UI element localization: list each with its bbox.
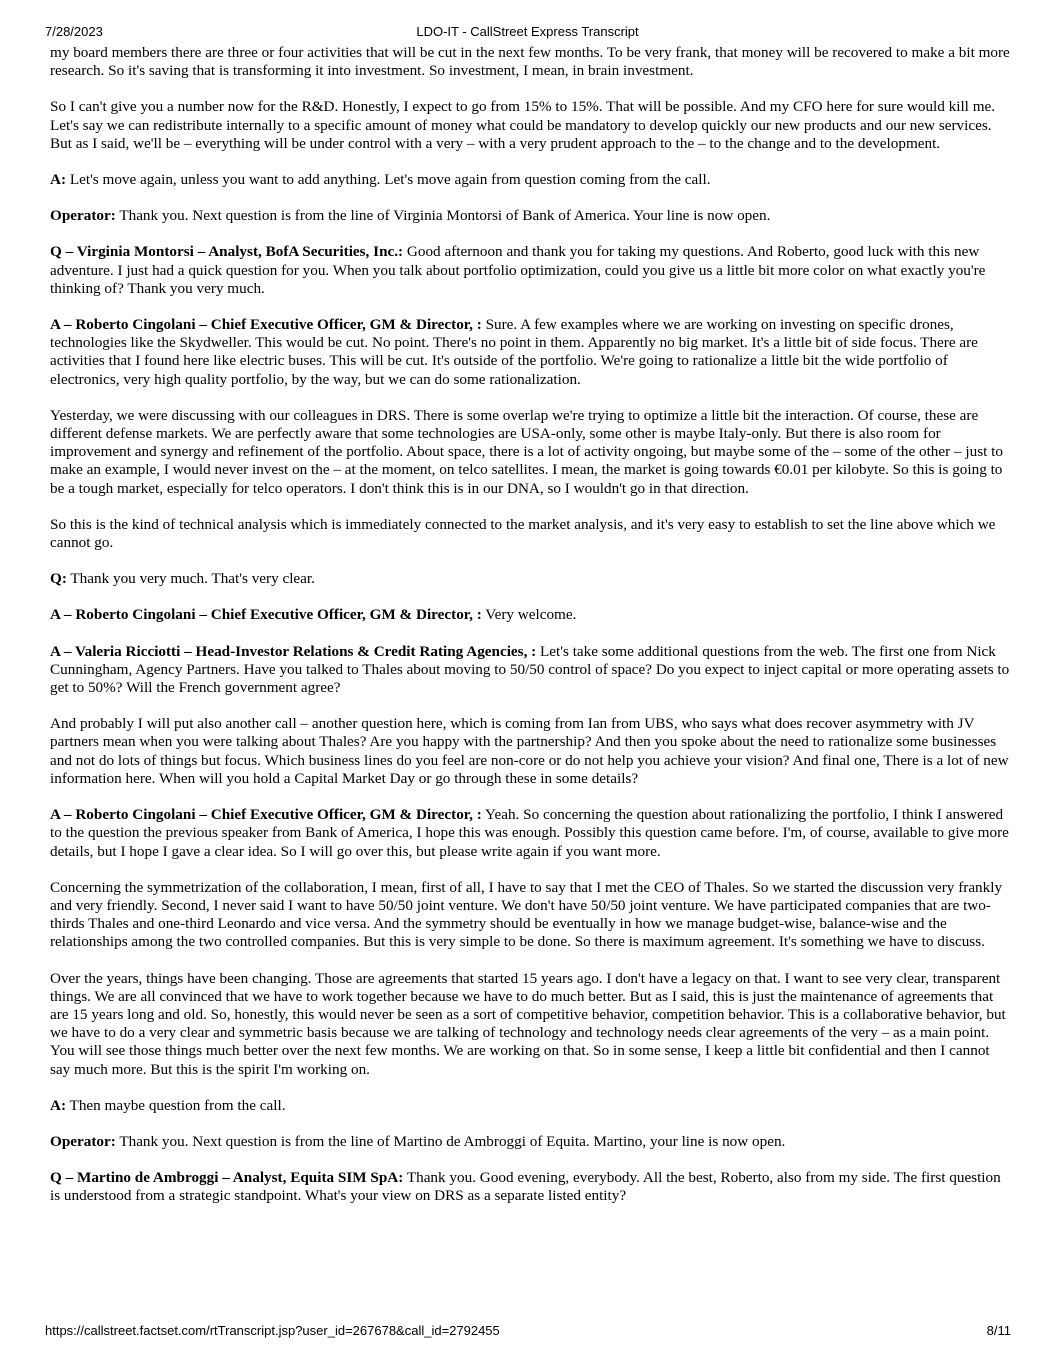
- speaker-label: Q:: [50, 570, 67, 588]
- transcript-body: [50, 44, 1010, 1224]
- transcript-paragraph: [50, 207, 1010, 225]
- speaker-label: A:: [50, 171, 67, 189]
- page-number: 8/11: [986, 1323, 1011, 1338]
- transcript-paragraph: [50, 516, 1010, 552]
- speaker-label: A – Roberto Cingolani – Chief Executive Officer, GM & Director, :: [50, 606, 482, 624]
- transcript-paragraph: [50, 879, 1010, 952]
- paragraph-text: Thank you. Next question is from the line of Martino de Ambroggi of Equita. Martino, your line is now open.: [115, 1132, 786, 1150]
- transcript-paragraph: [50, 243, 1010, 298]
- page-footer: [0, 1323, 1055, 1341]
- transcript-paragraph: [50, 1097, 1010, 1115]
- transcript-paragraph: [50, 316, 1010, 389]
- paragraph-text: Yesterday, we were discussing with our colleagues in DRS. There is some overlap we're trying to optimize a little bit the interaction. Of course, these are different defense markets. We are perfectly aware that some technologies are USA-only, some other is maybe Italy-only. But there is also room for improvement and synergy and refinement of the portfolio. About space, there is a lot of activity ongoing, but maybe some of the – some of the other – just to make an example, I would never invest on the – at the moment, on telco satellites. I mean, the market is going towards €0.01 per kilobyte. So this is going to be a tough market, especially for telco operators. I don't think this is in our DNA, so I wouldn't go in that direction.: [50, 406, 1003, 497]
- paragraph-text: And probably I will put also another call – another question here, which is coming from Ian from UBS, who says what does recover asymmetry with JV partners mean when you were talking about Thales? Are you happy with the partnership? And then you spoke about the need to rationalize some businesses and not do lots of things but focus. Which business lines do you feel are non-core or do not help you achieve your vision? And final one, There is a lot of new information here. When will you hold a Capital Market Day or go through these in some details?: [50, 715, 1009, 787]
- transcript-paragraph: [50, 44, 1010, 80]
- speaker-label: Q – Virginia Montorsi – Analyst, BofA Securities, Inc.:: [50, 243, 404, 261]
- paragraph-text: So I can't give you a number now for the R&D. Honestly, I expect to go from 15% to 15%. That will be possible. And my CFO here for sure would kill me. Let's say we can redistribute internally to a specific amount of money what could be mandatory to develop quickly our new products and our new services. But as I said, we'll be – everything will be under control with a very – with a very prudent approach to the – to the change and to the development.: [50, 98, 996, 152]
- source-url: https://callstreet.factset.com/rtTranscript.jsp?user_id=267678&call_id=2792455: [45, 1323, 500, 1338]
- print-date: 7/28/2023: [45, 24, 103, 39]
- transcript-paragraph: [50, 643, 1010, 698]
- transcript-paragraph: [50, 1169, 1010, 1205]
- transcript-paragraph: [50, 970, 1010, 1079]
- paragraph-text: Thank you. Good evening, everybody. All the best, Roberto, also from my side. The first question is understood from a strategic standpoint. What's your view on DRS as a separate listed entity?: [50, 1169, 1001, 1205]
- paragraph-text: Thank you very much. That's very clear.: [66, 570, 315, 588]
- speaker-label: A:: [50, 1096, 67, 1114]
- speaker-label: A – Roberto Cingolani – Chief Executive Officer, GM & Director, :: [50, 806, 482, 824]
- page-header: [0, 24, 1055, 42]
- paragraph-text: Yeah. So concerning the question about rationalizing the portfolio, I think I answered to the question the previous speaker from Bank of America, I hope this was enough. Possibly this question came before. I'm, of course, available to give more details, but I hope I gave a clear idea. So I will go over this, but please write again if you want more.: [50, 806, 1009, 860]
- paragraph-text: Sure. A few examples where we are working on investing on specific drones, technologies like the Skydweller. This would be cut. No point. There's no point in them. Apparently no big market. It's a little bit of side focus. There are activities that I found here like electric buses. This will be cut. It's outside of the portfolio. We're going to rationalize a little bit the wide portfolio of electronics, very high quality portfolio, by the way, but we can do some rationalization.: [50, 316, 978, 388]
- speaker-label: Q – Martino de Ambroggi – Analyst, Equita SIM SpA:: [50, 1169, 404, 1187]
- paragraph-text: Thank you. Next question is from the line of Virginia Montorsi of Bank of America. Your line is now open.: [115, 207, 771, 225]
- paragraph-text: Let's take some additional questions from the web. The first one from Nick Cunningham, Agency Partners. Have you talked to Thales about moving to 50/50 control of space? Do you expect to inject capital or more operating assets to get to 50%? Will the French government agree?: [50, 642, 1010, 697]
- paragraph-text: Then maybe question from the call.: [66, 1096, 286, 1114]
- paragraph-text: Good afternoon and thank you for taking my questions. And Roberto, good luck with this new adventure. I just had a quick question for you. When you talk about portfolio optimization, could you give us a little bit more color on what exactly you're thinking of? Thank you very much.: [50, 243, 986, 297]
- transcript-paragraph: [50, 1133, 1010, 1151]
- transcript-paragraph: [50, 570, 1010, 588]
- paragraph-text: Very welcome.: [481, 606, 577, 624]
- paragraph-text: Over the years, things have been changing. Those are agreements that started 15 years ago. I don't have a legacy on that. I want to see very clear, transparent things. We are all convinced that we have to work together because we have to do much better. But as I said, this is just the maintenance of agreements that are 15 years long and old. So, honestly, this would never be seen as a sort of competitive behavior, competition behavior. This is a collaborative behavior, but we have to do a very clear and symmetric basis because we are talking of technology and technology needs clear agreements of the very – as a main point. You will see those things much better over the next few months. We are working on that. So in some sense, I keep a little bit confidential and then I cannot say much more. But this is the spirit I'm working on.: [50, 969, 1006, 1078]
- transcript-paragraph: [50, 98, 1010, 153]
- transcript-paragraph: [50, 171, 1010, 189]
- speaker-label: Operator:: [50, 1132, 116, 1150]
- speaker-label: A – Valeria Ricciotti – Head-Investor Relations & Credit Rating Agencies, :: [50, 642, 537, 660]
- speaker-label: Operator:: [50, 207, 116, 225]
- transcript-paragraph: [50, 715, 1010, 788]
- paragraph-text: So this is the kind of technical analysis which is immediately connected to the market analysis, and it's very easy to establish to set the line above which we cannot go.: [50, 515, 996, 552]
- speaker-label: A – Roberto Cingolani – Chief Executive Officer, GM & Director, :: [50, 316, 482, 334]
- transcript-paragraph: [50, 407, 1010, 498]
- paragraph-text: my board members there are three or four activities that will be cut in the next few months. To be very frank, that money will be recovered to make a bit more research. So it's saving that is transforming it into investment. So investment, I mean, in brain investment.: [50, 44, 1010, 80]
- paragraph-text: Concerning the symmetrization of the collaboration, I mean, first of all, I have to say that I met the CEO of Thales. So we started the discussion very frankly and very friendly. Second, I never said I want to have 50/50 joint venture. We don't have 50/50 joint venture. We have participated companies that are two-thirds Thales and one-third Leonardo and vice versa. And the symmetry should be eventually in how we manage budget-wise, balance-wise and the relationships among the two controlled companies. But this is very simple to be done. So there is maximum agreement. It's something we have to discuss.: [50, 878, 1003, 951]
- transcript-paragraph: [50, 606, 1010, 624]
- transcript-paragraph: [50, 806, 1010, 861]
- document-title: LDO-IT - CallStreet Express Transcript: [416, 24, 639, 39]
- paragraph-text: Let's move again, unless you want to add anything. Let's move again from question coming from the call.: [66, 171, 711, 189]
